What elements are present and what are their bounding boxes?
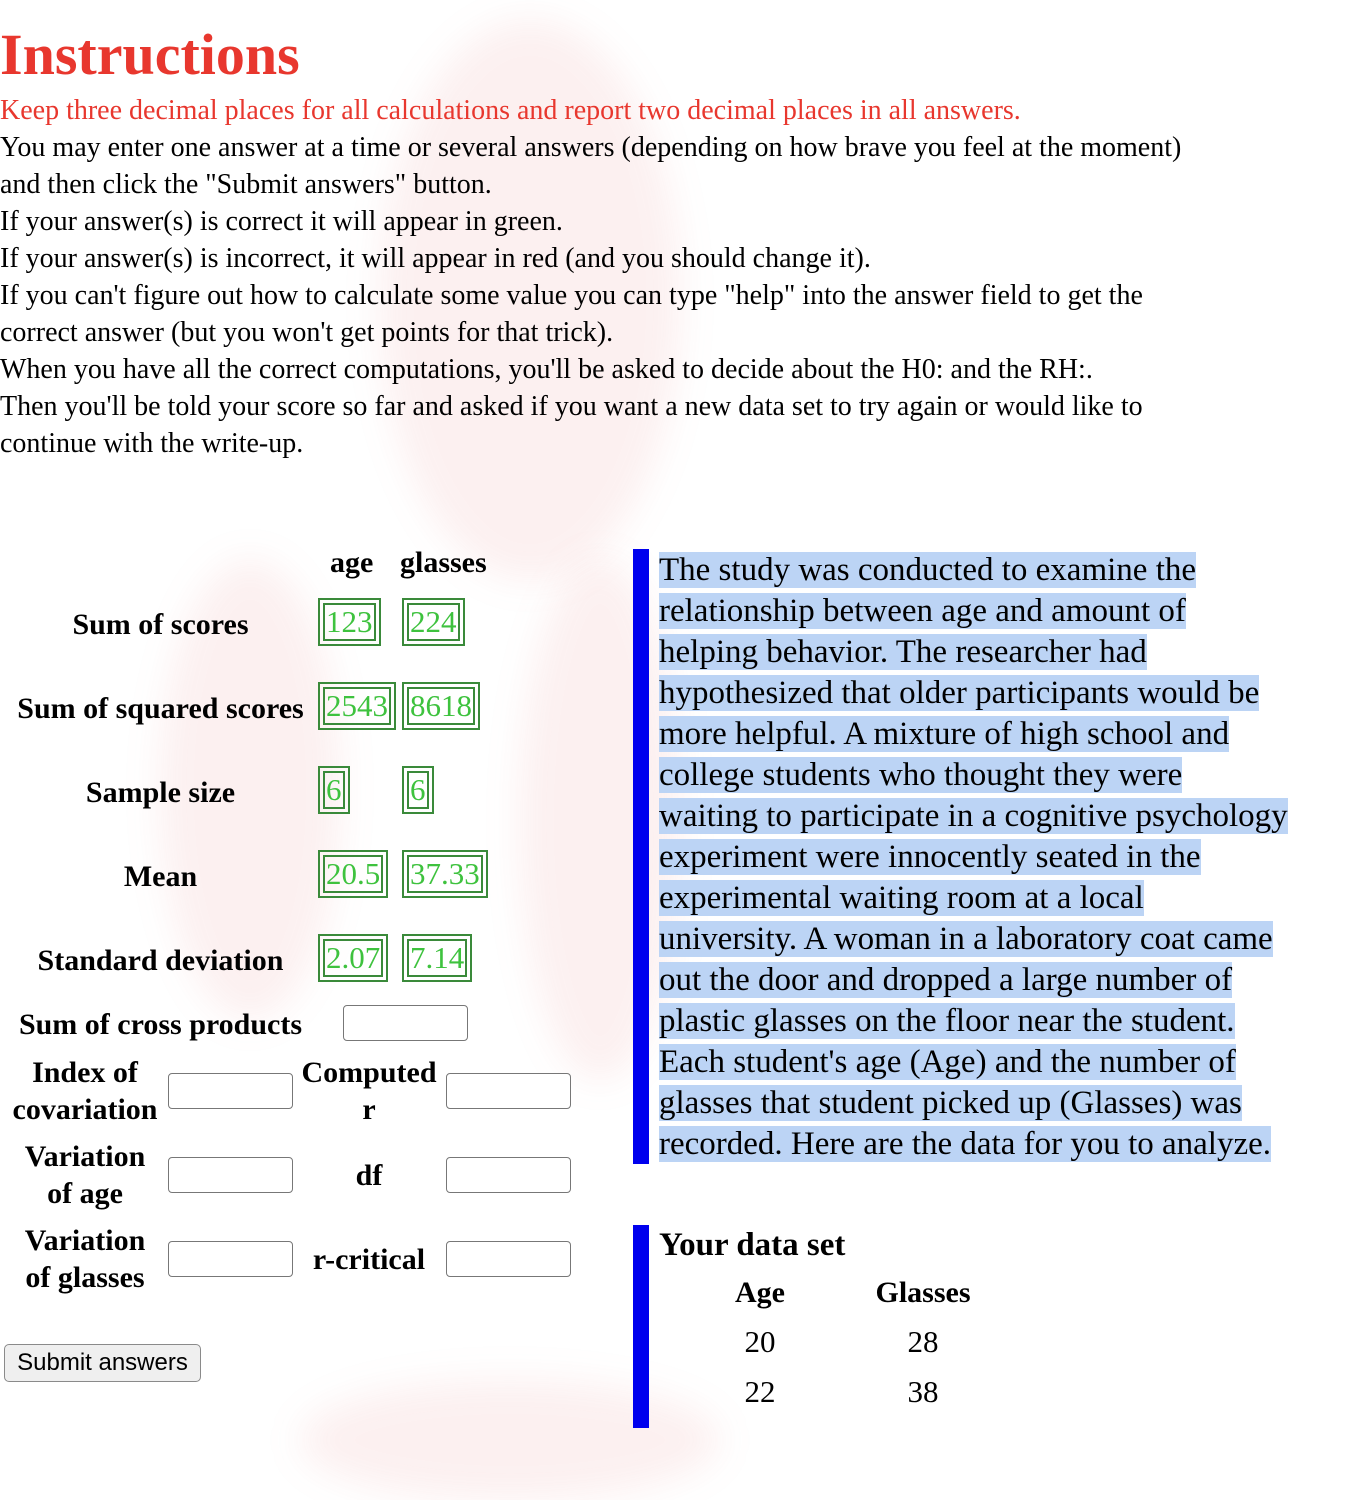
- story-line: out the door and dropped a large number of: [659, 962, 1233, 998]
- story-line: college students who thought they were: [659, 757, 1183, 793]
- dataset-heading: Your data set: [659, 1227, 846, 1263]
- variation-of-glasses-input[interactable]: [168, 1241, 293, 1277]
- instruction-line: continue with the write-up.: [0, 428, 304, 459]
- mean-age-input[interactable]: 20.5: [318, 850, 388, 898]
- study-description: [659, 550, 1356, 1165]
- dataset-glasses-value: 38: [907, 1374, 939, 1409]
- story-line: relationship between age and amount of: [659, 593, 1186, 629]
- instruction-line: If your answer(s) is incorrect, it will appear in red (and you should change it).: [0, 243, 871, 274]
- story-line: The study was conducted to examine the: [659, 552, 1197, 588]
- mean-glasses-input[interactable]: 37.33: [402, 850, 488, 898]
- column-header-glasses: glasses: [400, 546, 487, 579]
- standard-deviation-age-input[interactable]: 2.07: [318, 934, 388, 982]
- column-header-age: age: [330, 546, 374, 579]
- r-critical-label: r-critical: [312, 1243, 426, 1276]
- story-line: waiting to participate in a cognitive psychology: [659, 798, 1288, 834]
- standard-deviation-label: Standard deviation: [37, 944, 284, 977]
- sum-of-squared-scores-glasses-input[interactable]: 8618: [402, 682, 480, 730]
- variation-of-age-label: Variation of age: [24, 1140, 146, 1210]
- instruction-line: You may enter one answer at a time or several answers (depending on how brave you feel at the moment): [0, 132, 1182, 163]
- index-of-covariation-label: Index of covariation: [12, 1056, 158, 1126]
- standard-deviation-glasses-input[interactable]: 7.14: [402, 934, 472, 982]
- sample-size-age-input[interactable]: 6: [318, 766, 350, 814]
- variation-of-glasses-label: Variation of glasses: [24, 1224, 146, 1294]
- story-line: glasses that student picked up (Glasses) was: [659, 1085, 1242, 1121]
- sample-size-label: Sample size: [85, 776, 236, 809]
- story-line: more helpful. A mixture of high school and: [659, 716, 1230, 752]
- r-critical-input[interactable]: [446, 1241, 571, 1277]
- story-line: helping behavior. The researcher had: [659, 634, 1147, 670]
- story-line: experiment were innocently seated in the: [659, 839, 1201, 875]
- dataset-header-glasses: Glasses: [875, 1276, 971, 1309]
- variation-of-age-input[interactable]: [168, 1157, 293, 1193]
- story-line: recorded. Here are the data for you to analyze.: [659, 1126, 1271, 1162]
- mean-label: Mean: [123, 860, 198, 893]
- df-label: df: [355, 1159, 383, 1192]
- instruction-line: and then click the "Submit answers" button.: [0, 169, 492, 200]
- dataset-age-value: 22: [744, 1374, 776, 1409]
- sum-of-cross-products-label: Sum of cross products: [18, 1008, 303, 1041]
- story-line: Each student's age (Age) and the number of: [659, 1044, 1236, 1080]
- instruction-line: If your answer(s) is correct it will appear in green.: [0, 206, 563, 237]
- sum-of-scores-age-input[interactable]: 123: [318, 598, 381, 646]
- df-input[interactable]: [446, 1157, 571, 1193]
- sum-of-squared-scores-label: Sum of squared scores: [17, 692, 304, 725]
- computed-r-label: Computed r: [301, 1056, 437, 1126]
- dataset-accent-bar: [633, 1225, 649, 1428]
- sample-size-glasses-input[interactable]: 6: [402, 766, 434, 814]
- story-accent-bar: [633, 549, 649, 1164]
- instruction-line: Then you'll be told your score so far and asked if you want a new data set to try again or would like to: [0, 391, 1143, 422]
- story-line: university. A woman in a laboratory coat came: [659, 921, 1273, 957]
- instruction-line: When you have all the correct computations, you'll be asked to decide about the H0: and the RH:.: [0, 354, 1093, 385]
- sum-of-scores-label: Sum of scores: [72, 608, 249, 641]
- sum-of-cross-products-input[interactable]: [343, 1005, 468, 1041]
- story-line: experimental waiting room at a local: [659, 880, 1144, 916]
- dataset-glasses-value: 28: [907, 1324, 939, 1359]
- instruction-line: If you can't figure out how to calculate some value you can type "help" into the answer field to get the: [0, 280, 1143, 311]
- index-of-covariation-input[interactable]: [168, 1073, 293, 1109]
- instructions: [0, 92, 1356, 462]
- dataset-header-age: Age: [735, 1276, 785, 1309]
- computed-r-input[interactable]: [446, 1073, 571, 1109]
- story-line: hypothesized that older participants would be: [659, 675, 1260, 711]
- submit-answers-button[interactable]: Submit answers: [4, 1344, 201, 1382]
- story-line: plastic glasses on the floor near the student.: [659, 1003, 1235, 1039]
- sum-of-scores-glasses-input[interactable]: 224: [402, 598, 465, 646]
- page-title: Instructions: [0, 22, 300, 87]
- sum-of-squared-scores-age-input[interactable]: 2543: [318, 682, 396, 730]
- instruction-line: correct answer (but you won't get points for that trick).: [0, 317, 614, 348]
- instruction-decimal-note: Keep three decimal places for all calculations and report two decimal places in all answers.: [0, 95, 1021, 126]
- dataset-age-value: 20: [744, 1324, 776, 1359]
